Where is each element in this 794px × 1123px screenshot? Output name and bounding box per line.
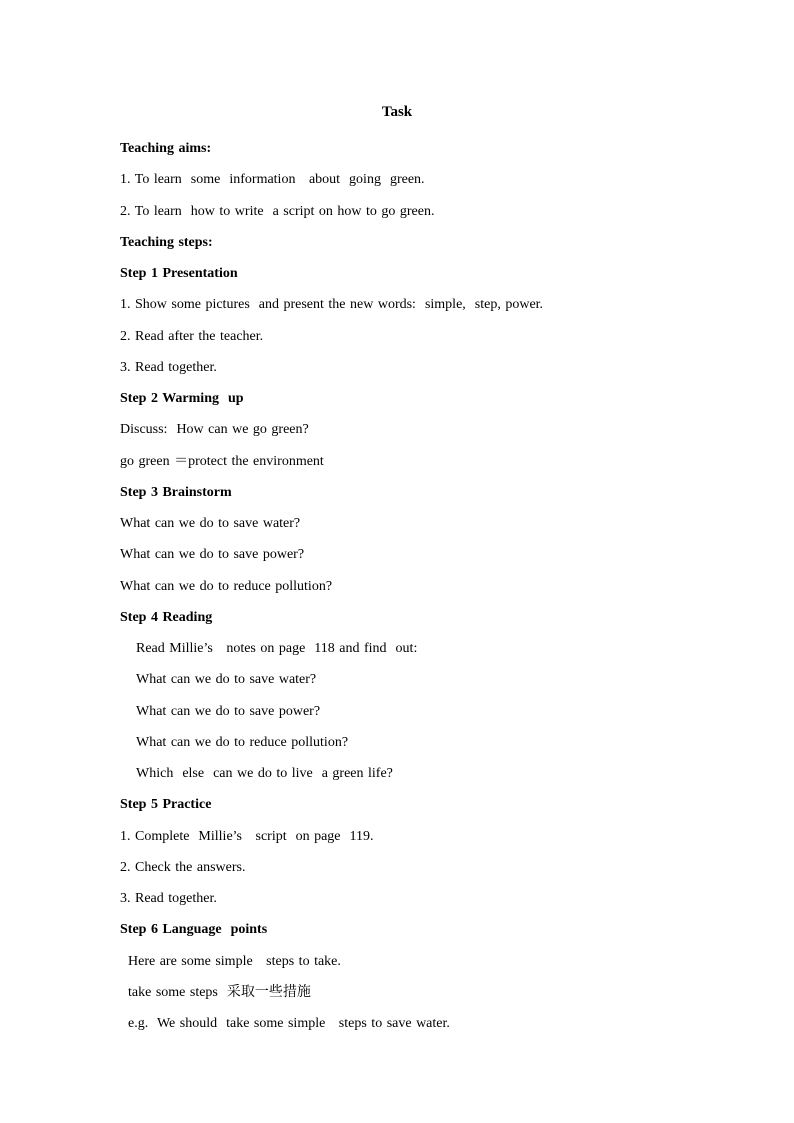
step6-heading: Step 6 Language points	[120, 922, 268, 938]
aim-line: 2. To learn how to write a script on how to go green.	[120, 203, 435, 219]
step4-heading: Step 4 Reading	[120, 609, 213, 625]
step1-line: 1. Show some pictures and present the new words: simple, step, power.	[120, 297, 544, 313]
step6-phrase-cn: 采取一些措施	[226, 983, 311, 1000]
document-body	[120, 133, 680, 1039]
teaching-aims-heading: Teaching aims:	[120, 141, 212, 156]
step1-line: 2. Read after the teacher.	[120, 328, 264, 344]
step6-line: e.g. We should take some simple steps to save water.	[128, 1016, 450, 1031]
teaching-steps-heading: Teaching steps:	[120, 234, 213, 250]
step3-line: What can we do to save power?	[120, 547, 305, 563]
step2-line: go green ＝protect the environment	[120, 453, 324, 469]
document-title: Task	[381, 104, 413, 120]
step5-line: 1. Complete Millie’s script on page 119.	[120, 828, 374, 844]
aim-line: 1. To learn some information about going green.	[120, 172, 425, 188]
step6-phrase-en: take some steps	[128, 984, 227, 1000]
step4-line: What can we do to save water?	[136, 672, 317, 688]
step4-line: What can we do to save power?	[136, 703, 321, 719]
step2-line: Discuss: How can we go green?	[120, 422, 309, 438]
step5-line: 2. Check the answers.	[120, 859, 246, 875]
step2-heading: Step 2 Warming up	[120, 391, 244, 406]
step4-line: Read Millie’s notes on page 118 and find out:	[136, 641, 418, 656]
step1-line: 3. Read together.	[120, 359, 217, 375]
step5-heading: Step 5 Practice	[120, 797, 212, 813]
step4-line: What can we do to reduce pollution?	[136, 734, 349, 750]
step3-heading: Step 3 Brainstorm	[120, 484, 232, 500]
step3-line: What can we do to reduce pollution?	[120, 578, 333, 594]
step5-line: 3. Read together.	[120, 891, 217, 906]
step3-line: What can we do to save water?	[120, 516, 301, 531]
step6-line: Here are some simple steps to take.	[128, 953, 341, 969]
step4-line: Which else can we do to live a green life?	[136, 766, 393, 781]
step6-line	[120, 977, 680, 1008]
step1-heading: Step 1 Presentation	[120, 266, 238, 281]
